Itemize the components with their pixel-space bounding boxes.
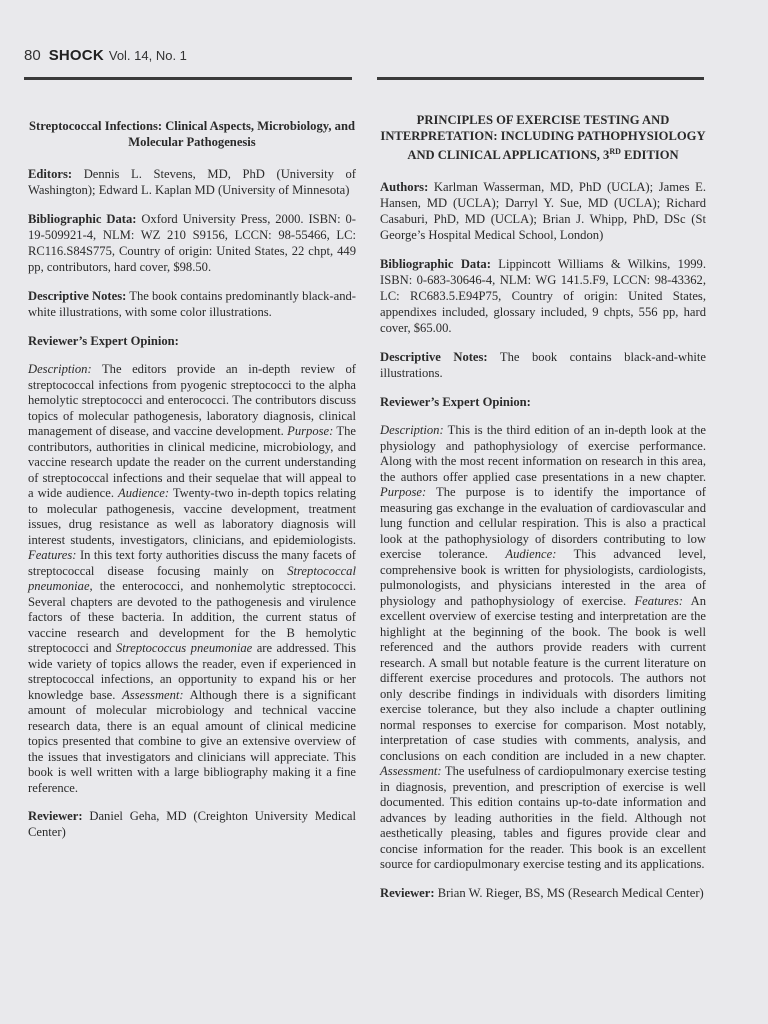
left-descriptive-notes — [28, 288, 356, 320]
editors-text: Dennis L. Stevens, MD, PhD (University of Washington); Edward L. Kaplan MD (University of Minnesota) — [28, 167, 356, 197]
audience-label: Audience: — [118, 486, 170, 500]
reviewer-text: Brian W. Rieger, BS, MS (Research Medical Center) — [437, 885, 704, 900]
features-text-3: are addressed. This wide variety of topics allows the reader, even if experienced in streptococcal infections, an opportunity to expand his or her knowledge base. — [28, 641, 356, 702]
right-opinion-heading: Reviewer’s Expert Opinion: — [380, 395, 531, 410]
notes-text: The book contains predominantly black-and-white illustrations, with some color illustrations. — [28, 289, 356, 319]
description-label: Description: — [380, 423, 444, 438]
running-header — [24, 47, 187, 69]
biblio-text: Lippincott Williams & Wilkins, 1999. ISBN: 0-683-30646-4, NLM: WG 141.5.F9, LCCN: 98-43362, LC: RC683.5.E94P75, Country of origin: United States, appendixes included, glossary included, 9 chpts, 556 pp, hard cover, $65.00. — [380, 257, 706, 336]
reviewer-text: Daniel Geha, MD (Creighton University Medical Center) — [28, 809, 356, 839]
editors-label: Editors: — [28, 167, 73, 181]
right-column-rule — [377, 77, 704, 80]
authors-label: Authors: — [380, 180, 429, 195]
features-label: Features: — [634, 593, 683, 608]
notes-label: Descriptive Notes: — [28, 289, 127, 303]
description-label: Description: — [28, 362, 92, 376]
right-descriptive-notes — [380, 349, 706, 381]
audience-label: Audience: — [505, 547, 557, 562]
features-text-2: the enterococci, and nonhemolytic streptococci. Several chapters are devoted to the pathogenesis and virulence factors of these bacteria. In addition, the current status of vaccine research and development for the B hemolytic streptococci and — [28, 579, 356, 655]
description-text: The editors provide an in-depth review of streptococcal infections from pyogenic streptococci to the alpha hemolytic streptococci and enterococci. The contributors discuss topics of molecular pathogenesis, laboratory diagnosis, clinical management of disease, and vaccine development. — [28, 362, 357, 438]
features-text-1: In this text forty authorities discuss the many facets of streptococcal disease focusing mainly on — [28, 548, 356, 578]
right-opinion-body — [380, 423, 706, 873]
right-title-end: EDITION — [620, 148, 679, 163]
right-bibliographic-data — [380, 256, 706, 336]
authors-text: Karlman Wasserman, MD, PhD (UCLA); James E. Hansen, MD (UCLA); Darryl Y. Sue, MD (UCLA); Richard Casaburi, PhD, MD (UCLA); Brian J. Whipp, PhD, DSc (St George’s Hospital Medical School, London) — [380, 180, 706, 243]
assessment-text: The usefulness of cardiopulmonary exercise testing in diagnosis, prevention, and prescription of exercise is well documented. This edition contains up-to-date information and advances by leading authorities in the field. Although not aesthetically pleasing, tables and figures provide clear and concise information for the reader. This book is an excellent source for cardiopulmonary exercise testing and its applications. — [380, 764, 707, 872]
notes-label: Descriptive Notes: — [380, 350, 488, 365]
biblio-text: Oxford University Press, 2000. ISBN: 0-19-509921-4, NLM: WZ 210 S9156, LCCN: 98-55466, LC: RC116.S84S775, Country of origin: United States, 22 chpt, 449 pp, contributors, hard cover, $98.50. — [28, 212, 357, 274]
biblio-label: Bibliographic Data: — [380, 257, 491, 272]
reviewer-label: Reviewer: — [380, 885, 435, 900]
right-authors — [380, 179, 706, 243]
journal-name: SHOCK — [48, 47, 104, 64]
purpose-label: Purpose: — [287, 424, 334, 438]
audience-text: This advanced level, comprehensive book is written for physiologists, cardiologists, pulmonologists, and physicians interested in the area of physiology and pathophysiology of exercise. — [380, 547, 706, 608]
features-italic-1: Streptococcal pneumoniae, — [28, 563, 356, 593]
right-review — [380, 110, 706, 914]
purpose-label: Purpose: — [380, 485, 427, 500]
assessment-label: Assessment: — [380, 764, 442, 779]
right-title-main: PRINCIPLES OF EXERCISE TESTING AND INTERPRETATION: INCLUDING PATHOPHYSIOLOGY AND CLINICAL APPLICATIONS, 3 — [380, 113, 706, 163]
biblio-label: Bibliographic Data: — [28, 212, 137, 226]
notes-text: The book contains black-and-white illustrations. — [380, 350, 706, 381]
assessment-text: Although there is a significant amount of molecular microbiology and technical vaccine research data, there is an equal amount of clinical medicine topics presented that combine to give an extensive overview of the issues that investigators and clinicians will appreciate. This book is well written with a large bibliography making it a fine reference. — [28, 687, 356, 795]
purpose-text: The contributors, authorities in clinical medicine, microbiology, and vaccine research update the reader on the current understanding of streptococcal infections and their sequelae that will appeal to a wide audience. — [28, 424, 357, 500]
features-label: Features: — [28, 548, 77, 562]
purpose-text: The purpose is to identify the importance of measuring gas exchange in the evaluation of cardiovascular and lung function and cellular respiration. This is also a practical look at the pathophysiology of disorders contributing to low exercise tolerance. — [380, 485, 707, 562]
features-text: An excellent overview of exercise testing and interpretation are the highlight at the beginning of the book. The book is well referenced and the authors provide readers with current research. A small but notable feature is the current literature on different exercise procedures and protocols. The authors not only describe findings in individuals with disorders limiting exercise tolerance, but they also include a chapter outlining normal responses to exercise for comparison. Most notably, interpretation of case studies with comments, analysis, and conclusions on each condition are included in a new chapter. — [380, 593, 706, 763]
description-text: This is the third edition of an in-depth look at the physiology and pathophysiology of exercise performance. Along with the most recent information on research in this area, the authors offer applied case presentations in a new chapter. — [380, 423, 706, 484]
right-review-title — [380, 112, 706, 163]
reviewer-label: Reviewer: — [28, 809, 83, 823]
audience-text: Twenty-two in-depth topics relating to molecular pathogenesis, vaccine development, treatment issues, drug resistance as well as laboratory diagnosis will interest students, investigators, clinicians, and epidemiologists. — [28, 486, 357, 547]
left-opinion-body — [28, 362, 356, 796]
left-column-rule — [24, 77, 352, 80]
features-italic-2: Streptococcus pneumoniae — [116, 641, 253, 655]
left-opinion-heading: Reviewer’s Expert Opinion: — [28, 334, 179, 348]
assessment-label: Assessment: — [122, 687, 184, 702]
page-number: 80 — [24, 47, 41, 64]
right-title-sup: RD — [609, 147, 621, 156]
left-bibliographic-data — [28, 211, 356, 275]
left-review — [28, 110, 356, 853]
volume-issue: Vol. 14, No. 1 — [108, 48, 187, 63]
left-review-title: Streptococcal Infections: Clinical Aspects, Microbiology, and Molecular Pathogenesis — [29, 119, 355, 149]
right-reviewer — [380, 885, 706, 901]
left-reviewer — [28, 808, 356, 840]
left-editors — [28, 166, 356, 198]
